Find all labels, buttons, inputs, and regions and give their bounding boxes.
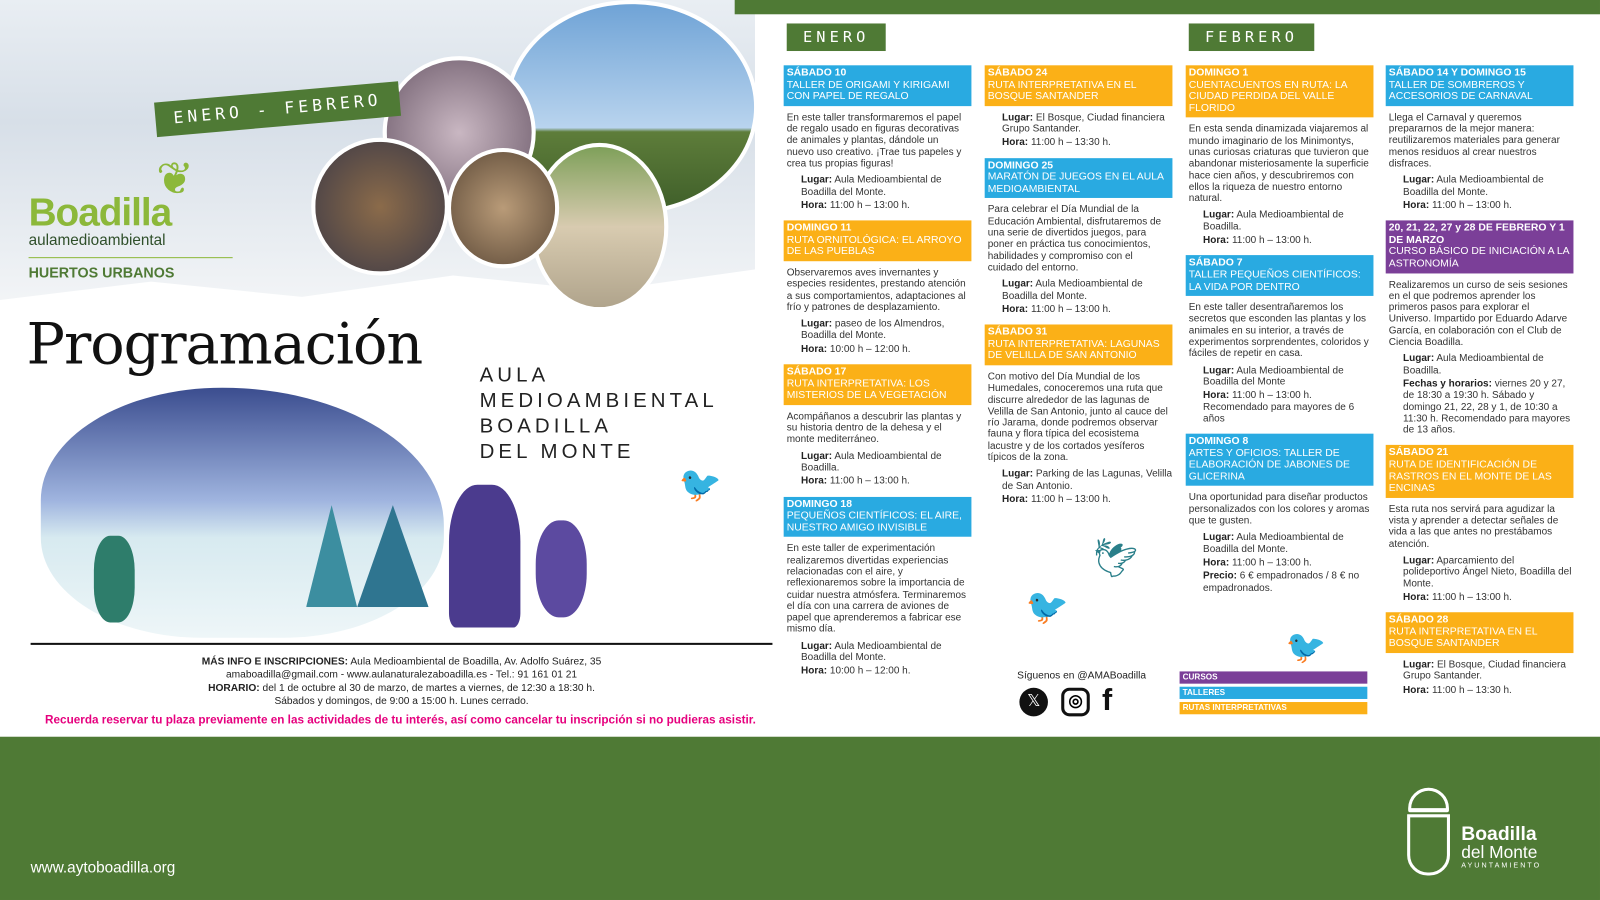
event-title: ARTES Y OFICIOS: TALLER DE ELABORACIÓN DE JABONES DE GLICERINA — [1188, 447, 1350, 483]
subtitle-line: BOADILLA — [479, 415, 613, 438]
detail-value: 11:00 h – 13:30 h. — [1030, 137, 1111, 149]
event-description: Realizaremos un curso de seis sesiones en el que podremos aprender los primeros pasos para explorar el Universo. Impartido por Eduardo Adarve García, en colaboración con el Club de Ciencia Boadilla. — [1388, 279, 1568, 348]
event-detail — [1386, 376, 1574, 436]
detail-value: 11:00 h – 13:30 h. — [1431, 684, 1512, 696]
event-date: SÁBADO 17 — [786, 366, 847, 378]
detail-label: Lugar: — [1002, 468, 1034, 480]
subtitle-line: DEL MONTE — [479, 440, 635, 464]
event-detail — [1386, 553, 1574, 590]
event-detail — [784, 638, 972, 663]
footer-band — [0, 737, 1600, 900]
legend — [1180, 671, 1368, 717]
event-description: Observaremos aves invernantes y especies residentes, prestando atención a sus comportamientos, adaptaciones al frío y patrones de desplazamiento. — [786, 267, 966, 314]
event-card — [985, 325, 1173, 506]
event-detail — [1386, 198, 1574, 212]
child-figure — [536, 520, 587, 617]
event-card — [1386, 445, 1574, 603]
detail-label: Hora: — [1403, 199, 1430, 212]
facebook-icon[interactable]: f — [1102, 683, 1113, 718]
bird-icon: 🐦 — [1025, 587, 1069, 627]
detail-label: Lugar: — [1203, 364, 1235, 377]
event-date: SÁBADO 7 — [1188, 257, 1243, 269]
event-date: DOMINGO 8 — [1188, 435, 1249, 448]
page-title: Programación — [26, 311, 423, 378]
event-header — [1386, 65, 1574, 106]
event-description: Con motivo del Día Mundial de los Humedales, conoceremos una ruta que discurre alrededor de las lagunas de Velilla de San Antonio, junto al cauce del río Jarama, donde podremos observar fauna y flora típica del ecosistema lacustre y de los cortados yesíferos típicos de la zona. — [987, 371, 1168, 464]
event-description: Esta ruta nos servirá para agudizar la vista y aprender a detectar señales de vida a las que antes no prestábamos atención. — [1388, 503, 1559, 550]
leaf-icon: ❦ — [156, 154, 194, 205]
event-detail — [1186, 555, 1374, 569]
legend-cursos: CURSOS — [1180, 671, 1368, 683]
event-header — [985, 65, 1173, 106]
detail-label: Hora: — [801, 343, 828, 355]
detail-label: Hora: — [801, 665, 828, 677]
event-detail — [1186, 208, 1374, 233]
event-header — [985, 158, 1173, 199]
detail-label: Hora: — [801, 199, 828, 212]
info-address: Aula Medioambiental de Boadilla, Av. Adolfo Suárez, 35 — [348, 656, 602, 668]
detail-label: Lugar: — [1203, 531, 1235, 544]
detail-label: Hora: — [1002, 137, 1029, 149]
event-header — [1186, 65, 1374, 117]
detail-label: Hora: — [1002, 303, 1029, 316]
child-figure — [94, 536, 135, 623]
event-detail — [1386, 682, 1574, 696]
event-title: RUTA ORNITOLÓGICA: EL ARROYO DE LAS PUEBLAS — [786, 234, 962, 258]
detail-label: Hora: — [801, 475, 828, 488]
event-title: RUTA INTERPRETATIVA: LOS MISTERIOS DE LA VEGETACIÓN — [786, 378, 947, 402]
event-detail — [1386, 657, 1574, 682]
event-detail — [985, 110, 1173, 135]
event-card — [784, 364, 972, 487]
detail-label: Hora: — [1002, 493, 1029, 505]
detail-value: Parking de las Lagunas, Velilla de San Antonio. — [1002, 468, 1173, 492]
event-detail — [1386, 173, 1574, 198]
coat-of-arms-icon — [1405, 788, 1451, 880]
subtitle-line: MEDIOAMBIENTAL — [479, 389, 718, 413]
event-description: Llega el Carnaval y queremos prepararnos de la mejor manera: reutilizaremos materiales para generar menos residuos al crear nuestros disfraces. — [1388, 112, 1560, 170]
event-card — [985, 65, 1173, 148]
column-1 — [784, 65, 972, 686]
event-description: En este taller de experimentación realizaremos divertidas experiencias relacionadas con el aire, y reflexionaremos sobre la importancia de cuidar nuestra atmósfera. Terminaremos el día con una carrera de aviones de papel que aprenderemos a fabricar ese mismo día. — [786, 543, 967, 636]
event-title: PEQUEÑOS CIENTÍFICOS: EL AIRE, NUESTRO AMIGO INVISIBLE — [786, 510, 962, 534]
subtitle — [480, 363, 718, 465]
detail-label: Lugar: — [1403, 174, 1435, 186]
event-detail — [784, 198, 972, 212]
event-header — [1386, 612, 1574, 653]
detail-value: 11:00 h – 13:00 h. — [829, 475, 910, 488]
event-header — [784, 364, 972, 405]
logo-line: del Monte — [1461, 842, 1538, 863]
event-date: DOMINGO 18 — [786, 498, 853, 510]
detail-value: Aula Medioambiental de Boadilla del Monte. — [1403, 174, 1544, 198]
event-detail — [1386, 590, 1574, 604]
event-detail — [1186, 530, 1374, 555]
event-title: TALLER PEQUEÑOS CIENTÍFICOS: LA VIDA POR DENTRO — [1188, 269, 1361, 293]
detail-value: 10:00 h – 12:00 h. — [829, 343, 911, 355]
info-label: HORARIO: — [208, 682, 260, 694]
event-date: 20, 21, 22, 27 y 28 DE FEBRERO Y 1 DE MARZO — [1388, 222, 1565, 246]
aula-logo — [29, 153, 233, 281]
detail-label: Precio: — [1203, 570, 1237, 582]
event-detail — [784, 449, 972, 474]
detail-value: Aula Medioambiental de Boadilla. — [1403, 353, 1544, 377]
event-card — [1386, 65, 1574, 211]
event-title: TALLER DE ORIGAMI Y KIRIGAMI CON PAPEL DE REGALO — [786, 79, 950, 103]
logo-name: Boadilla — [28, 191, 172, 235]
event-detail — [784, 173, 972, 198]
event-date: DOMINGO 1 — [1188, 67, 1249, 79]
event-date: DOMINGO 11 — [786, 222, 852, 234]
event-card — [1386, 221, 1574, 437]
bird-icon: 🐦 — [1285, 628, 1327, 666]
detail-value: 11:00 h – 13:00 h. — [1030, 493, 1111, 505]
period-badge: ENERO - FEBRERO — [154, 81, 401, 137]
children-photo — [311, 138, 449, 276]
detail-value: 11:00 h – 13:00 h. — [1231, 234, 1312, 246]
bird-icon: 🕊 — [1084, 533, 1140, 585]
municipality-logo — [1461, 824, 1541, 869]
event-header — [1186, 255, 1374, 296]
detail-value: Aula Medioambiental de Boadilla del Monte. — [801, 174, 942, 198]
detail-label: Lugar: — [1203, 209, 1235, 221]
logo-line: AYUNTAMIENTO — [1461, 862, 1542, 870]
website-link[interactable]: www.aytoboadilla.org — [30, 859, 176, 877]
event-title: RUTA INTERPRETATIVA EN EL BOSQUE SANTANDER — [1388, 626, 1538, 650]
event-date: SÁBADO 14 Y DOMINGO 15 — [1388, 67, 1526, 79]
event-detail — [1186, 388, 1374, 425]
event-detail — [1386, 351, 1574, 376]
detail-label: Lugar: — [1403, 353, 1435, 365]
adult-figure — [449, 485, 520, 628]
detail-label: Lugar: — [1002, 112, 1034, 124]
event-detail — [985, 135, 1173, 149]
event-title: RUTA INTERPRETATIVA EN EL BOSQUE SANTANDER — [987, 79, 1137, 103]
detail-value: paseo de los Almendros, Boadilla del Monte. — [801, 318, 945, 342]
bird-icon: 🐦 — [678, 465, 722, 505]
info-label: MÁS INFO E INSCRIPCIONES: — [201, 656, 349, 668]
detail-label: Hora: — [1403, 591, 1430, 603]
contact-info — [31, 655, 773, 708]
event-date: SÁBADO 21 — [1388, 447, 1449, 459]
event-description: Una oportunidad para diseñar productos personalizados con los colores y aromas que te gusten. — [1188, 492, 1370, 527]
event-detail — [784, 342, 972, 356]
event-header — [1386, 445, 1574, 497]
logo-line: Boadilla — [1461, 823, 1537, 845]
reminder: Recuerda reservar tu plaza previamente en las actividades de tu interés, así como cancelar tu inscripción si no pudieras asistir. — [45, 714, 756, 727]
detail-label: Lugar: — [801, 318, 833, 330]
legend-rutas: RUTAS INTERPRETATIVAS — [1180, 702, 1368, 714]
event-header — [784, 497, 972, 538]
info-hours: del 1 de octubre al 30 de marzo, de martes a viernes, de 12:30 a 18:30 h. — [259, 682, 595, 694]
event-description: En este taller desentrañaremos los secretos que esconden las plantas y los animales en su interior, a través de experimentos sorprendentes, coloridos y fáciles de repetir en casa. — [1188, 302, 1369, 360]
detail-label: Lugar: — [801, 450, 833, 462]
legend-talleres: TALLERES — [1180, 687, 1368, 699]
month-febrero: FEBRERO — [1189, 23, 1315, 51]
detail-value: 6 € empadronados / 8 € no empadronados. — [1203, 570, 1360, 594]
event-title: CURSO BÁSICO DE INICIACIÓN A LA ASTRONOMÍA — [1388, 246, 1570, 270]
detail-label: Lugar: — [1403, 555, 1435, 567]
event-card — [1186, 65, 1374, 246]
x-icon[interactable]: 𝕏 — [1019, 688, 1048, 717]
event-description: Para celebrar el Día Mundial de la Educación Ambiental, disfrutaremos de una serie de divertidos juegos, para poner en práctica tus conocimientos, habilidades y compromiso con el cuidado del entorno. — [987, 204, 1162, 274]
detail-value: Aparcamiento del polideportivo Ángel Nieto, Boadilla del Monte. — [1403, 555, 1572, 590]
event-card — [784, 65, 972, 211]
event-detail — [985, 277, 1173, 302]
detail-label: Hora: — [1203, 234, 1230, 246]
column-3 — [1186, 65, 1374, 603]
info-weekend: Sábados y domingos, de 9:00 a 15:00 h. Lunes cerrado. — [274, 695, 529, 708]
info-contact: amaboadilla@gmail.com - www.aulanaturalezaboadilla.es - Tel.: 91 161 01 21 — [225, 669, 578, 681]
event-title: MARATÓN DE JUEGOS EN EL AULA MEDIOAMBIENTAL — [987, 171, 1164, 195]
event-detail — [1186, 363, 1374, 388]
detail-value: Aula Medioambiental de Boadilla del Monte. — [1203, 531, 1344, 555]
detail-label: Lugar: — [801, 174, 833, 186]
event-card — [1186, 255, 1374, 424]
detail-value: viernes 20 y 27, de 18:30 a 19:30 h. Sábado y domingo 21, 22, 28 y 1, de 10:30 a 11:30 h. Recomendado para mayores de 13 años. — [1403, 378, 1571, 436]
detail-label: Lugar: — [1403, 659, 1435, 671]
event-description: Acompáñanos a descubrir las plantas y su historia dentro de la dehesa y el monte mediterráneo. — [786, 411, 962, 446]
top-band — [735, 0, 1600, 14]
detail-label: Lugar: — [1002, 278, 1034, 291]
detail-value: Aula Medioambiental de Boadilla del Monte. — [1002, 278, 1143, 302]
event-date: SÁBADO 31 — [987, 326, 1048, 338]
social-label: Síguenos en @AMABoadilla — [1017, 670, 1147, 682]
event-date: SÁBADO 28 — [1388, 614, 1449, 626]
event-detail — [1186, 233, 1374, 247]
event-detail — [784, 474, 972, 488]
event-detail — [985, 302, 1173, 316]
event-card — [784, 497, 972, 678]
detail-label: Lugar: — [801, 640, 833, 652]
instagram-icon[interactable]: ◎ — [1061, 688, 1090, 717]
event-header — [985, 325, 1173, 366]
detail-value: Aula Medioambiental de Boadilla del Monte — [1203, 364, 1344, 388]
event-detail — [1186, 569, 1374, 594]
detail-value: Aula Medioambiental de Boadilla. — [1203, 209, 1344, 233]
event-title: RUTA INTERPRETATIVA: LAGUNAS DE VELILLA DE SAN ANTONIO — [987, 338, 1160, 362]
event-header — [784, 65, 972, 106]
detail-label: Fechas y horarios: — [1403, 378, 1492, 390]
detail-label: Hora: — [1403, 684, 1430, 696]
detail-label: Hora: — [1203, 557, 1230, 569]
detail-value: 11:00 h – 13:00 h. — [1431, 591, 1512, 603]
event-date: DOMINGO 25 — [987, 159, 1054, 172]
event-header — [784, 221, 972, 262]
divider — [31, 643, 773, 645]
detail-value: 11:00 h – 13:00 h. Recomendado para mayores de 6 años — [1203, 390, 1355, 425]
detail-label: Hora: — [1203, 390, 1230, 402]
logo-tag: HUERTOS URBANOS — [29, 257, 233, 280]
event-card — [1186, 434, 1374, 594]
event-detail — [784, 316, 972, 341]
event-description: En este taller transformaremos el papel de regalo usado en figuras decorativas de animales y plantas, dándole un nuevo uso creativo. ¡Trae tus papeles y crea tus propias figuras! — [786, 112, 962, 170]
event-title: CUENTACUENTOS EN RUTA: LA CIUDAD PERDIDA DEL VALLE FLORIDO — [1188, 79, 1348, 115]
detail-value: El Bosque, Ciudad financiera Grupo Santander. — [1403, 659, 1566, 682]
detail-value: El Bosque, Ciudad financiera Grupo Santander. — [1002, 112, 1165, 135]
column-2 — [985, 65, 1173, 514]
event-header — [1386, 221, 1574, 273]
event-detail — [784, 664, 972, 678]
event-title: RUTA DE IDENTIFICACIÓN DE RASTROS EN EL MONTE DE LAS ENCINAS — [1388, 459, 1552, 495]
event-date: SÁBADO 10 — [786, 67, 847, 79]
event-card — [985, 158, 1173, 316]
detail-value: Aula Medioambiental de Boadilla. — [801, 450, 942, 474]
detail-value: 11:00 h – 13:00 h. — [1231, 557, 1312, 569]
event-description: En esta senda dinamizada viajaremos al mundo imaginario de los Minimontys, unas curiosas criaturas que tuvieron que abandonar misteriosamente la superficie hace cien años, y descubriremos con ellos la riqueza de nuestro entorno natural. — [1188, 123, 1369, 205]
event-card — [1386, 612, 1574, 695]
event-detail — [985, 467, 1173, 492]
detail-value: Aula Medioambiental de Boadilla del Monte. — [801, 640, 942, 664]
subtitle-line: AULA — [479, 364, 550, 387]
event-detail — [985, 492, 1173, 506]
event-card — [784, 221, 972, 356]
detail-value: 10:00 h – 12:00 h. — [829, 665, 911, 677]
month-enero: ENERO — [787, 23, 886, 51]
event-header — [1186, 434, 1374, 486]
column-4 — [1386, 65, 1574, 705]
event-title: TALLER DE SOMBREROS Y ACCESORIOS DE CARNAVAL — [1388, 79, 1533, 103]
detail-value: 11:00 h – 13:00 h. — [1431, 199, 1512, 212]
detail-value: 11:00 h – 13:00 h. — [829, 199, 910, 212]
logo-sub: aulamedioambiental — [28, 231, 166, 249]
detail-value: 11:00 h – 13:00 h. — [1030, 303, 1111, 316]
event-date: SÁBADO 24 — [987, 67, 1048, 79]
bird-photo — [447, 148, 559, 268]
